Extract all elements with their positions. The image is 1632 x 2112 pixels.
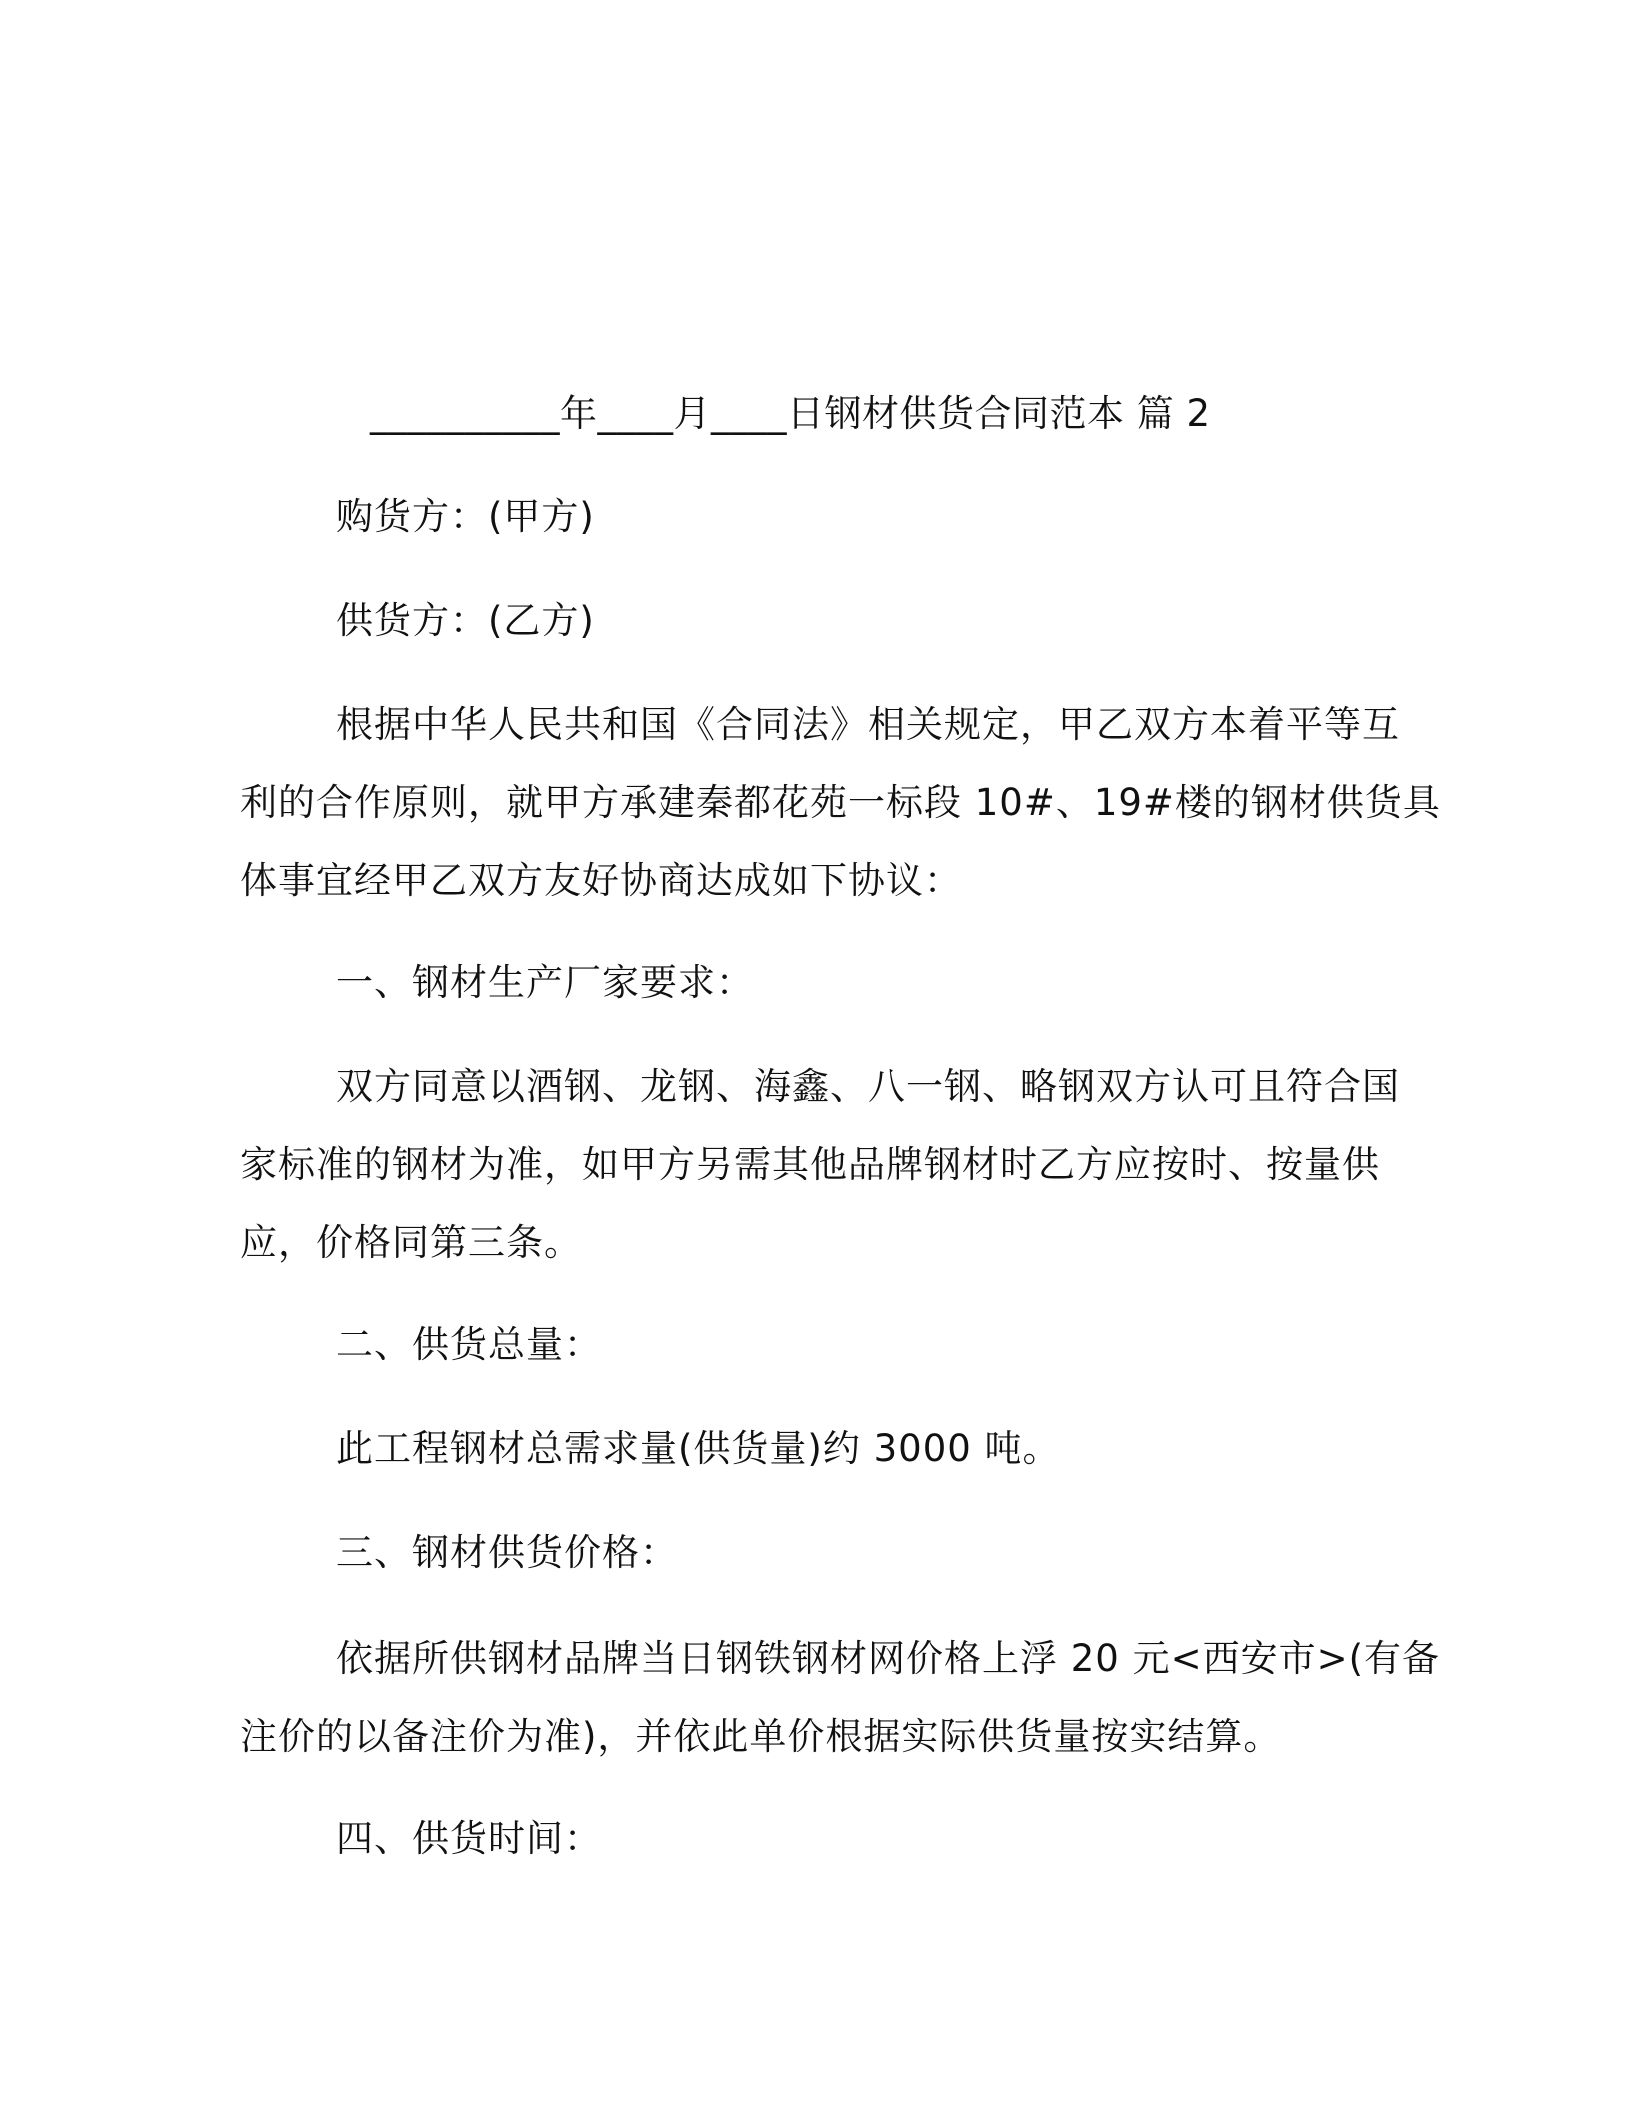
section-1-line: 家标准的钢材为准，如甲方另需其他品牌钢材时乙方应按时、按量供 — [240, 1143, 1380, 1186]
supplier-line: 供货方：(乙方) — [336, 599, 595, 642]
section-3-body — [240, 1620, 1441, 1776]
intro-line: 根据中华人民共和国《合同法》相关规定，甲乙双方本着平等互 — [336, 703, 1400, 746]
intro-line: 体事宜经甲乙双方友好协商达成如下协议： — [240, 859, 962, 902]
intro-paragraph — [240, 686, 1441, 920]
section-1-line: 应，价格同第三条。 — [240, 1221, 582, 1264]
section-3-line: 注价的以备注价为准)，并依此单价根据实际供货量按实结算。 — [240, 1715, 1282, 1758]
intro-line: 利的合作原则，就甲方承建秦都花苑一标段 10#、19#楼的钢材供货具 — [240, 781, 1441, 824]
section-3-heading: 三、钢材供货价格： — [336, 1531, 678, 1574]
section-4-heading: 四、供货时间： — [336, 1817, 602, 1860]
section-2-heading: 二、供货总量： — [336, 1323, 602, 1366]
section-1-line: 双方同意以酒钢、龙钢、海鑫、八一钢、略钢双方认可且符合国 — [336, 1065, 1400, 1108]
section-1-heading: 一、钢材生产厂家要求： — [336, 961, 754, 1004]
document-title: __________年____月____日钢材供货合同范本 篇 2 — [370, 392, 1211, 435]
section-1-body — [240, 1048, 1400, 1282]
buyer-line: 购货方：(甲方) — [336, 495, 595, 538]
section-2-body: 此工程钢材总需求量(供货量)约 3000 吨。 — [336, 1427, 1061, 1470]
section-3-line: 依据所供钢材品牌当日钢铁钢材网价格上浮 20 元<西安市>(有备 — [336, 1637, 1441, 1680]
